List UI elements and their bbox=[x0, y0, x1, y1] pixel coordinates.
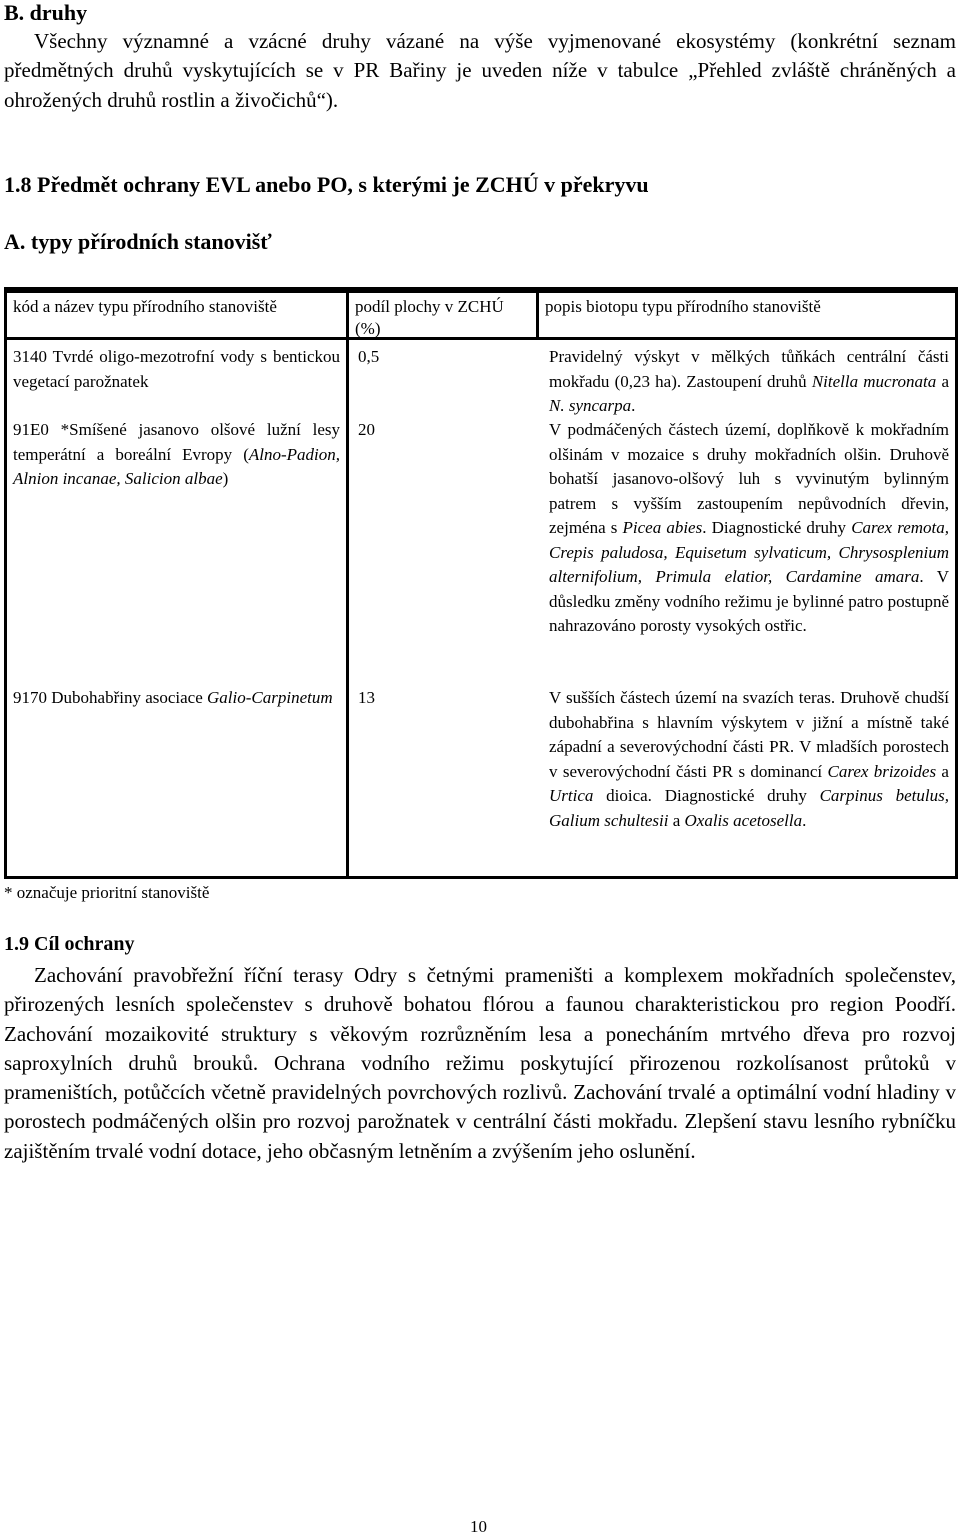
table-footnote: * označuje prioritní stanoviště bbox=[4, 883, 210, 902]
row1-share: 0,5 bbox=[358, 347, 380, 366]
section-1-8-title: 1.8 Předmět ochrany EVL anebo PO, s kterými je ZCHÚ v překryvu bbox=[4, 172, 649, 197]
row3-description: V sušších částech území na svazích teras. Druhově chudší dubohabřina s hlavním výskytem v jižní a místně také západní a severovýchodní části PR. V mladších porostech v severovýchodní části PR s dominancí Carex brizoides a Urtica dioica. Diagnostické druhy Carpinus betulus, Galium schultesii a Oxalis acetosella. bbox=[549, 688, 949, 830]
section-b-title: B. druhy bbox=[4, 0, 88, 25]
table-row: 91E0 *Smíšené jasanovo olšové lužní lesy temperátní a boreální Evropy (Alno-Padion, Alnion incanae, Salicion albae) bbox=[13, 420, 340, 488]
row1-code-name: 3140 Tvrdé oligo-mezotrofní vody s bentickou vegetací parožnatek bbox=[13, 347, 340, 391]
row2-code-name: 91E0 *Smíšené jasanovo olšové lužní lesy temperátní a boreální Evropy ( bbox=[13, 420, 340, 464]
header-share: podíl plochy v ZCHÚ (%) bbox=[349, 293, 536, 337]
table-row bbox=[7, 345, 346, 394]
section-1-8-subtitle: A. typy přírodních stanovišť bbox=[4, 229, 272, 254]
row1-description: Pravidelný výskyt v mělkých tůňkách centrální části mokřadu (0,23 ha). Zastoupení druhů Nitella mucronata a N. syncarpa. bbox=[549, 347, 950, 415]
section-b-paragraph: Všechny významné a vzácné druhy vázané na výše vyjmenované ekosystémy (konkrétní seznam předmětných druhů vyskytujících se v PR Bařiny je uveden níže v tabulce „Přehled zvláště chráněných a ohrožených druhů rostlin a živočichů“). bbox=[4, 29, 956, 112]
section-1-9-title: 1.9 Cíl ochrany bbox=[4, 933, 135, 955]
habitat-table bbox=[4, 287, 958, 879]
row2-description: V podmáčených částech území, doplňkově k mokřadním olšinám v mozaice s druhy mokřadních olšin. Druhově bohatší jasanovo-olšový luh s vyvinutým bylinným patrem s vyšším zastoupením nepůvodních dřevin, zejména s Picea abies. Diagnostické druhy Carex remota, Crepis paludosa, Equisetum sylvaticum, Chrysosplenium alternifolium, Primula elatior, Cardamine amara. V důsledku změny vodního režimu je bylinné patro postupně nahrazováno porosty vysokých ostřic. bbox=[549, 420, 950, 635]
page-number: 10 bbox=[470, 1517, 487, 1536]
header-code-name: kód a název typu přírodního stanoviště bbox=[7, 293, 346, 337]
row3-share: 13 bbox=[358, 688, 375, 707]
col-divider-1 bbox=[346, 340, 349, 876]
header-description: popis biotopu typu přírodního stanoviště bbox=[539, 293, 955, 337]
section-1-9-paragraph: Zachování pravobřežní říční terasy Odry s četnými prameništi a komplexem mokřadních společenstev, přirozených lesních společenstev s druhově bohatou flórou a faunou charakteristickou pro region Poodří. Zachování mozaikovité struktury s věkovým rozrůzněním lesa a ponecháním mrtvého dřeva pro rozvoj saproxylních druhů brouků. Ochrana vodního režimu poskytující přirozenou rozkolísanost průtoků v prameništích, potůčcích včetně pravidelných povrchových rozlivů. Zachování trvalé a optimální vodní hladiny v porostech podmáčených olšin pro rozvoj parožnatek v centrální části mokřadu. Zlepšení stavu lesního rybníčku zajištěním trvalé vodní dotace, jeho občasným letněním a zvýšením jeho oslunění. bbox=[4, 963, 956, 1163]
row3-code-name: 9170 Dubohabřiny asociace bbox=[13, 688, 208, 707]
row2-share: 20 bbox=[358, 420, 375, 439]
table-row: 9170 Dubohabřiny asociace Galio-Carpinetum bbox=[13, 688, 333, 707]
